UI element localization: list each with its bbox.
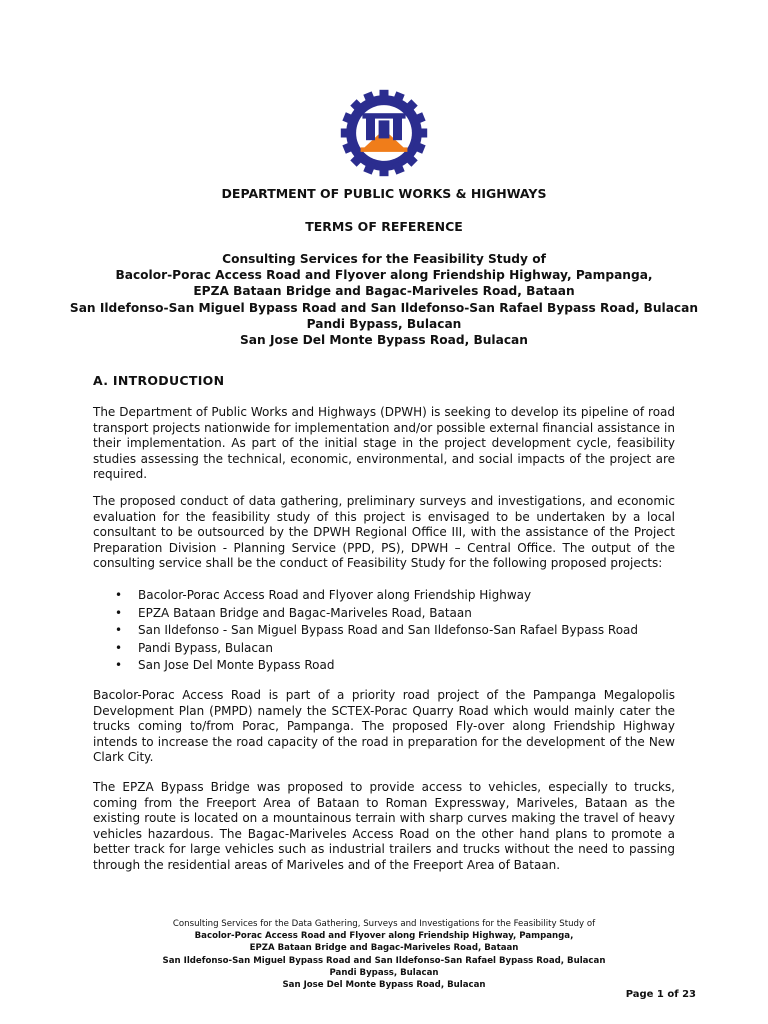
footer-line: San Jose Del Monte Bypass Road, Bulacan — [282, 980, 486, 991]
bullet-icon: • — [115, 605, 123, 620]
intro-paragraph-4: The EPZA Bypass Bridge was proposed to provide access to vehicles, especially to trucks, coming from the Freeport Area of Bataan to Roman Expressway, Mariveles, Bataan as the existing route is located on a mountainous terrain with sharp curves making the travel of heavy vehicles hazardous. The Bagac-Mariveles Access Road on the other hand plans to promote a better track for large vehicles such as industrial trailers and trucks without the need to passing through the residential areas of Mariveles and of the Freeport Area of Bataan. — [93, 780, 675, 872]
bullet-icon: • — [115, 658, 123, 673]
list-item: • Bacolor-Porac Access Road and Flyover along Friendship Highway — [115, 588, 532, 602]
list-item: • San Jose Del Monte Bypass Road — [115, 658, 335, 673]
department-name: DEPARTMENT OF PUBLIC WORKS & HIGHWAYS — [221, 186, 547, 201]
subtitle-line: San Ildefonso-San Miguel Bypass Road and San Ildefonso-San Rafael Bypass Road, Bulacan — [69, 300, 699, 315]
subtitle-line: EPZA Bataan Bridge and Bagac-Mariveles Road, Bataan — [193, 284, 575, 299]
intro-paragraph-3: Bacolor-Porac Access Road is part of a priority road project of the Pampanga Megalopolis Development Plan (PMPD) namely the SCTEX-Porac Quarry Road which would mainly cater the trucks coming to/from Porac, Pampanga. The proposed Fly-over along Friendship Highway intends to increase the road capacity of the road in preparation for the development of the New Clark City. — [93, 688, 675, 765]
document-title: TERMS OF REFERENCE — [305, 219, 463, 234]
footer-line: Pandi Bypass, Bulacan — [329, 967, 439, 978]
page-footer — [0, 918, 768, 991]
intro-paragraph-2: The proposed conduct of data gathering, preliminary surveys and investigations, and economic evaluation for the feasibility study of this project is envisaged to be undertaken by a local consultant to be outsourced by the DPWH Regional Office III, with the assistance of the Project Preparation Division - Planning Service (PPD, PS), DPWH – Central Office. The output of the consulting service shall be the conduct of Feasibility Study for the following proposed projects: — [93, 494, 675, 571]
list-item: • San Ildefonso - San Miguel Bypass Road and San Ildefonso-San Rafael Bypass Road — [115, 623, 639, 638]
subtitle-line: Consulting Services for the Feasibility Study of — [222, 252, 546, 266]
bullet-icon: • — [115, 588, 123, 602]
intro-paragraph-1: The Department of Public Works and Highways (DPWH) is seeking to develop its pipeline of road transport projects nationwide for implementation and/or possible external financial assistance in their implementation. As part of the initial stage in the project development cycle, feasibility studies assessing the technical, economic, environmental, and social impacts of the project are required. — [93, 405, 675, 482]
bullet-icon: • — [115, 623, 123, 638]
subtitle-line: Bacolor-Porac Access Road and Flyover along Friendship Highway, Pampanga, — [115, 268, 653, 283]
project-subtitle — [0, 251, 768, 348]
subtitle-line: Pandi Bypass, Bulacan — [306, 316, 462, 331]
footer-line: Consulting Services for the Data Gathering, Surveys and Investigations for the Feasibility Study of — [172, 919, 596, 929]
footer-line: EPZA Bataan Bridge and Bagac-Mariveles Road, Bataan — [249, 943, 519, 954]
project-list — [93, 587, 675, 675]
footer-line: San Ildefonso-San Miguel Bypass Road and San Ildefonso-San Rafael Bypass Road, Bulacan — [162, 955, 606, 966]
bullet-icon: • — [115, 640, 123, 655]
list-item: • Pandi Bypass, Bulacan — [115, 640, 273, 655]
subtitle-line: San Jose Del Monte Bypass Road, Bulacan — [240, 333, 528, 348]
page-number: Page 1 of 23 — [625, 989, 696, 1000]
list-item: • EPZA Bataan Bridge and Bagac-Mariveles Road, Bataan — [115, 605, 472, 620]
dpwh-seal-logo — [339, 88, 429, 178]
footer-line: Bacolor-Porac Access Road and Flyover along Friendship Highway, Pampanga, — [194, 931, 574, 942]
section-heading: A. INTRODUCTION — [93, 373, 225, 388]
